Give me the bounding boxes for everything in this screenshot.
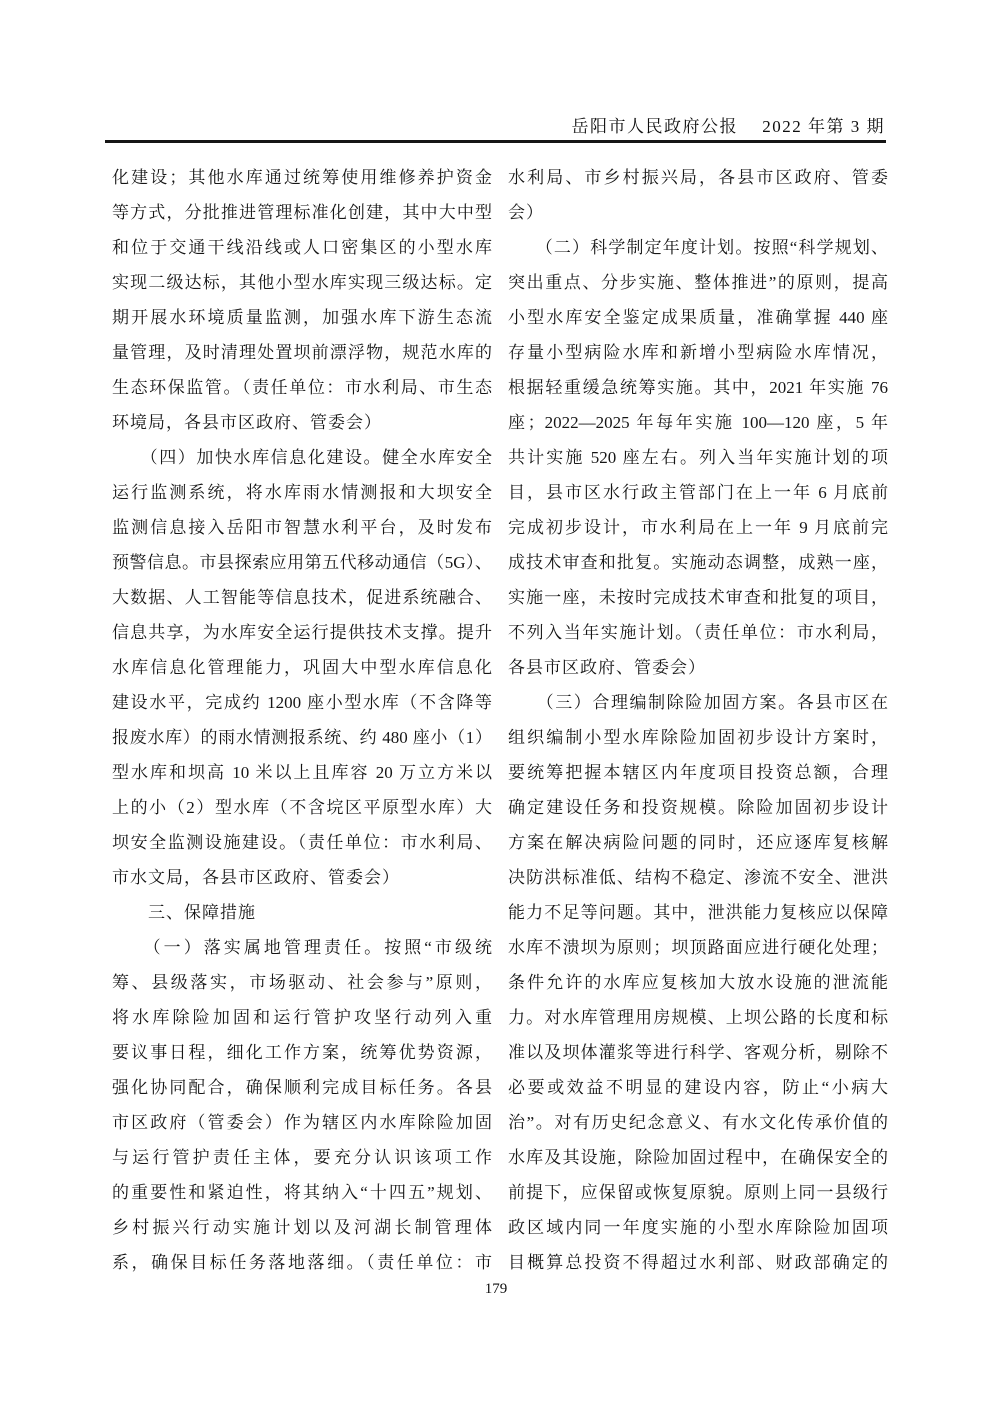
text-line: 实施一座，未按时完成技术审查和批复的项目， <box>508 588 888 607</box>
text-line: 方案在解决病险问题的同时，还应逐库复核解 <box>508 833 888 852</box>
text-line: 预警信息。市县探索应用第五代移动通信（5G）、 <box>112 553 492 572</box>
text-line: 三、保障措施 <box>112 903 256 922</box>
text-line: 决防洪标准低、结构不稳定、渗流不安全、泄洪 <box>508 868 888 887</box>
text-line: 量管理，及时清理处置坝前漂浮物，规范水库的 <box>112 343 492 362</box>
text-line: 要统筹把握本辖区内年度项目投资总额，合理 <box>508 763 888 782</box>
text-line: 目概算总投资不得超过水利部、财政部确定的 <box>508 1253 888 1272</box>
text-line: 目，县市区水行政主管部门在上一年 6 月底前 <box>508 483 888 502</box>
text-line: 运行监测系统，将水库雨水情测报和大坝安全 <box>112 483 492 502</box>
text-columns <box>112 160 888 1280</box>
text-line: 成技术审查和批复。实施动态调整，成熟一座， <box>508 553 888 572</box>
text-line: 大数据、人工智能等信息技术，促进系统融合、 <box>112 588 492 607</box>
text-line: 市区政府（管委会）作为辖区内水库除险加固 <box>112 1113 492 1132</box>
text-line: 政区域内同一年度实施的小型水库除险加固项 <box>508 1218 888 1237</box>
text-line: 环境局，各县市区政府、管委会） <box>112 413 382 432</box>
text-line: 市水文局，各县市区政府、管委会） <box>112 868 400 887</box>
text-line: 建设水平，完成约 1200 座小型水库（不含降等 <box>112 693 492 712</box>
text-line: 必要或效益不明显的建设内容，防止“小病大 <box>508 1078 888 1097</box>
text-line: 乡村振兴行动实施计划以及河湖长制管理体 <box>112 1218 492 1237</box>
text-line: 和位于交通干线沿线或人口密集区的小型水库 <box>112 238 492 257</box>
header-rule <box>105 140 886 143</box>
text-line: 强化协同配合，确保顺利完成目标任务。各县 <box>112 1078 492 1097</box>
text-line: 等方式，分批推进管理标准化创建，其中大中型 <box>112 203 492 222</box>
text-line: 水利局、市乡村振兴局，各县市区政府、管委 <box>508 168 888 187</box>
text-line: 不列入当年实施计划。（责任单位：市水利局， <box>508 623 888 642</box>
text-line: 存量小型病险水库和新增小型病险水库情况， <box>508 343 888 362</box>
text-line: 座；2022—2025 年每年实施 100—120 座，5 年 <box>508 413 888 432</box>
right-column <box>508 160 888 1280</box>
left-column <box>112 160 492 1280</box>
text-line: 能力不足等问题。其中，泄洪能力复核应以保障 <box>508 903 888 922</box>
text-line: 完成初步设计，市水利局在上一年 9 月底前完 <box>508 518 888 537</box>
text-line: 确定建设任务和投资规模。除险加固初步设计 <box>508 798 888 817</box>
text-line: 前提下，应保留或恢复原貌。原则上同一县级行 <box>508 1183 888 1202</box>
text-line: 生态环保监管。（责任单位：市水利局、市生态 <box>112 378 492 397</box>
text-line: 的重要性和紧迫性，将其纳入“十四五”规划、 <box>112 1183 492 1202</box>
text-line: 将水库除险加固和运行管护攻坚行动列入重 <box>112 1008 492 1027</box>
page-number: 179 <box>484 1281 508 1297</box>
text-line: 监测信息接入岳阳市智慧水利平台，及时发布 <box>112 518 492 537</box>
text-line: 突出重点、分步实施、整体推进”的原则，提高 <box>508 273 888 292</box>
text-line: 准以及坝体灌浆等进行科学、客观分析，剔除不 <box>508 1043 888 1062</box>
text-line: 筹、县级落实，市场驱动、社会参与”原则， <box>112 973 492 992</box>
gazette-header-title: 岳阳市人民政府公报 2022 年第 3 期 <box>571 117 885 136</box>
text-line: 共计实施 520 座左右。列入当年实施计划的项 <box>508 448 888 467</box>
text-line: （四）加快水库信息化建设。健全水库安全 <box>112 448 492 467</box>
text-line: 治”。对有历史纪念意义、有水文化传承价值的 <box>508 1113 888 1132</box>
text-line: （三）合理编制除险加固方案。各县市区在 <box>508 693 888 712</box>
text-line: 组织编制小型水库除险加固初步设计方案时， <box>508 728 888 747</box>
text-line: 信息共享，为水库安全运行提供技术支撑。提升 <box>112 623 492 642</box>
text-line: 条件允许的水库应复核加大放水设施的泄流能 <box>508 973 888 992</box>
text-line: 力。对水库管理用房规模、上坝公路的长度和标 <box>508 1008 888 1027</box>
page-footer <box>0 1281 992 1298</box>
text-line: 系，确保目标任务落地落细。（责任单位：市 <box>112 1253 492 1272</box>
text-line: 实现二级达标，其他小型水库实现三级达标。定 <box>112 273 492 292</box>
text-line: 化建设；其他水库通过统筹使用维修养护资金 <box>112 168 492 187</box>
text-line: 水库信息化管理能力，巩固大中型水库信息化 <box>112 658 492 677</box>
text-line: 上的小（2）型水库（不含垸区平原型水库）大 <box>112 798 492 817</box>
text-line: 要议事日程，细化工作方案，统筹优势资源， <box>112 1043 492 1062</box>
text-line: 小型水库安全鉴定成果质量，准确掌握 440 座 <box>508 308 888 327</box>
text-line: 水库及其设施，除险加固过程中，在确保安全的 <box>508 1148 888 1167</box>
text-line: 坝安全监测设施建设。（责任单位：市水利局、 <box>112 833 492 852</box>
text-line: 型水库和坝高 10 米以上且库容 20 万立方米以 <box>112 763 492 782</box>
text-line: 根据轻重缓急统筹实施。其中，2021 年实施 76 <box>508 378 888 397</box>
text-line: 会） <box>508 203 544 222</box>
text-line: 期开展水环境质量监测，加强水库下游生态流 <box>112 308 492 327</box>
text-line: 各县市区政府、管委会） <box>508 658 706 677</box>
text-line: 水库不溃坝为原则；坝顶路面应进行硬化处理； <box>508 938 888 957</box>
text-line: 与运行管护责任主体，要充分认识该项工作 <box>112 1148 492 1167</box>
text-line: 报废水库）的雨水情测报系统、约 480 座小（1） <box>112 728 492 747</box>
text-line: （一）落实属地管理责任。按照“市级统 <box>112 938 492 957</box>
text-line: （二）科学制定年度计划。按照“科学规划、 <box>508 238 888 257</box>
